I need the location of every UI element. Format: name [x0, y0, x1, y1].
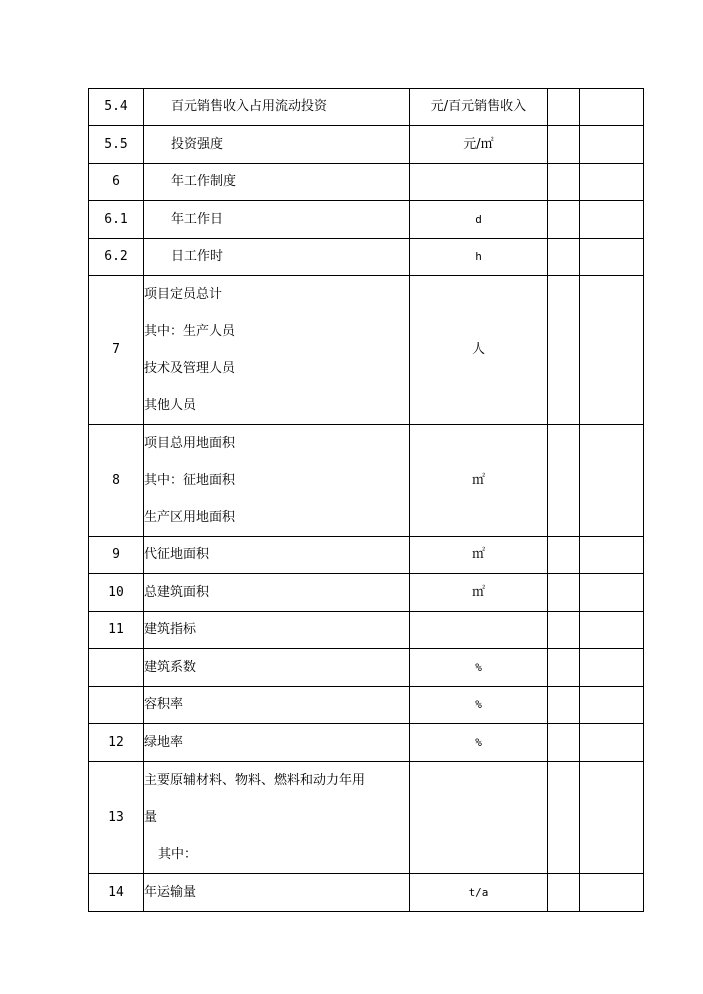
table-row [89, 762, 644, 874]
table-row [89, 425, 644, 537]
row-item-line: 生产区用地面积 [144, 510, 236, 525]
row-number: 9 [89, 537, 144, 574]
row-cell-empty [580, 537, 644, 574]
row-item-line: 量 [144, 810, 158, 825]
row-cell-empty [580, 724, 644, 762]
row-number: 6 [89, 164, 144, 201]
row-item: 建筑系数 [144, 649, 410, 687]
row-cell-empty [548, 762, 580, 874]
row-item-line: 项目总用地面积 [144, 436, 236, 451]
row-item: 年工作制度 [144, 164, 410, 201]
row-number: 5.4 [89, 89, 144, 126]
row-cell-empty [548, 724, 580, 762]
table-row [89, 201, 644, 239]
row-item: 百元销售收入占用流动投资 [144, 89, 410, 126]
row-number [89, 649, 144, 687]
row-item-line: 其中：生产人员 [144, 324, 236, 339]
row-number: 5.5 [89, 126, 144, 164]
row-item: 容积率 [144, 687, 410, 724]
row-item-multiline [144, 425, 410, 537]
table-row [89, 687, 644, 724]
row-cell-empty [548, 164, 580, 201]
row-cell-empty [548, 239, 580, 276]
table-row [89, 574, 644, 612]
row-unit: % [410, 687, 548, 724]
row-item-line: 其中： [158, 847, 198, 862]
row-item: 建筑指标 [144, 612, 410, 649]
table-row [89, 649, 644, 687]
row-unit: t/a [410, 874, 548, 912]
row-item: 总建筑面积 [144, 574, 410, 612]
row-item: 年工作日 [144, 201, 410, 239]
row-item-line: 项目定员总计 [144, 287, 223, 302]
table-row [89, 537, 644, 574]
row-cell-empty [580, 649, 644, 687]
row-number: 11 [89, 612, 144, 649]
row-unit: h [410, 239, 548, 276]
row-item-line: 主要原辅材料、物料、燃料和动力年用 [144, 773, 366, 788]
row-unit: 人 [410, 276, 548, 425]
table-row [89, 612, 644, 649]
table-row [89, 89, 644, 126]
row-item: 绿地率 [144, 724, 410, 762]
row-item-multiline [144, 276, 410, 425]
row-cell-empty [580, 425, 644, 537]
row-unit [410, 164, 548, 201]
row-cell-empty [548, 201, 580, 239]
row-unit: ㎡ [410, 537, 548, 574]
row-cell-empty [548, 276, 580, 425]
row-number: 10 [89, 574, 144, 612]
row-item-multiline [144, 762, 410, 874]
row-item-line: 技术及管理人员 [144, 361, 236, 376]
table-row [89, 239, 644, 276]
table-row [89, 874, 644, 912]
row-unit: % [410, 724, 548, 762]
row-item: 日工作时 [144, 239, 410, 276]
row-unit: 元/㎡ [410, 126, 548, 164]
row-cell-empty [580, 762, 644, 874]
row-cell-empty [580, 574, 644, 612]
row-cell-empty [580, 239, 644, 276]
row-cell-empty [548, 574, 580, 612]
row-cell-empty [548, 537, 580, 574]
row-number: 14 [89, 874, 144, 912]
row-unit [410, 762, 548, 874]
table-row [89, 724, 644, 762]
row-item: 年运输量 [144, 874, 410, 912]
row-cell-empty [580, 874, 644, 912]
row-cell-empty [548, 687, 580, 724]
row-cell-empty [580, 89, 644, 126]
row-unit [410, 612, 548, 649]
row-cell-empty [580, 126, 644, 164]
row-unit: ㎡ [410, 425, 548, 537]
row-number: 6.1 [89, 201, 144, 239]
table-row [89, 276, 644, 425]
row-number: 7 [89, 276, 144, 425]
row-cell-empty [580, 612, 644, 649]
row-unit: % [410, 649, 548, 687]
row-number: 6.2 [89, 239, 144, 276]
row-number: 13 [89, 762, 144, 874]
row-item-line: 其他人员 [144, 398, 197, 413]
row-cell-empty [548, 874, 580, 912]
row-cell-empty [580, 687, 644, 724]
row-item: 代征地面积 [144, 537, 410, 574]
row-cell-empty [548, 612, 580, 649]
row-cell-empty [548, 425, 580, 537]
table-row [89, 164, 644, 201]
row-number: 8 [89, 425, 144, 537]
row-unit: ㎡ [410, 574, 548, 612]
row-cell-empty [580, 164, 644, 201]
row-item: 投资强度 [144, 126, 410, 164]
row-cell-empty [580, 201, 644, 239]
row-unit: d [410, 201, 548, 239]
row-cell-empty [548, 126, 580, 164]
row-cell-empty [548, 89, 580, 126]
row-unit: 元/百元销售收入 [410, 89, 548, 126]
indicator-table [88, 88, 644, 912]
row-item-line: 其中：征地面积 [144, 473, 236, 488]
table-row [89, 126, 644, 164]
row-number: 12 [89, 724, 144, 762]
row-cell-empty [580, 276, 644, 425]
row-number [89, 687, 144, 724]
row-cell-empty [548, 649, 580, 687]
